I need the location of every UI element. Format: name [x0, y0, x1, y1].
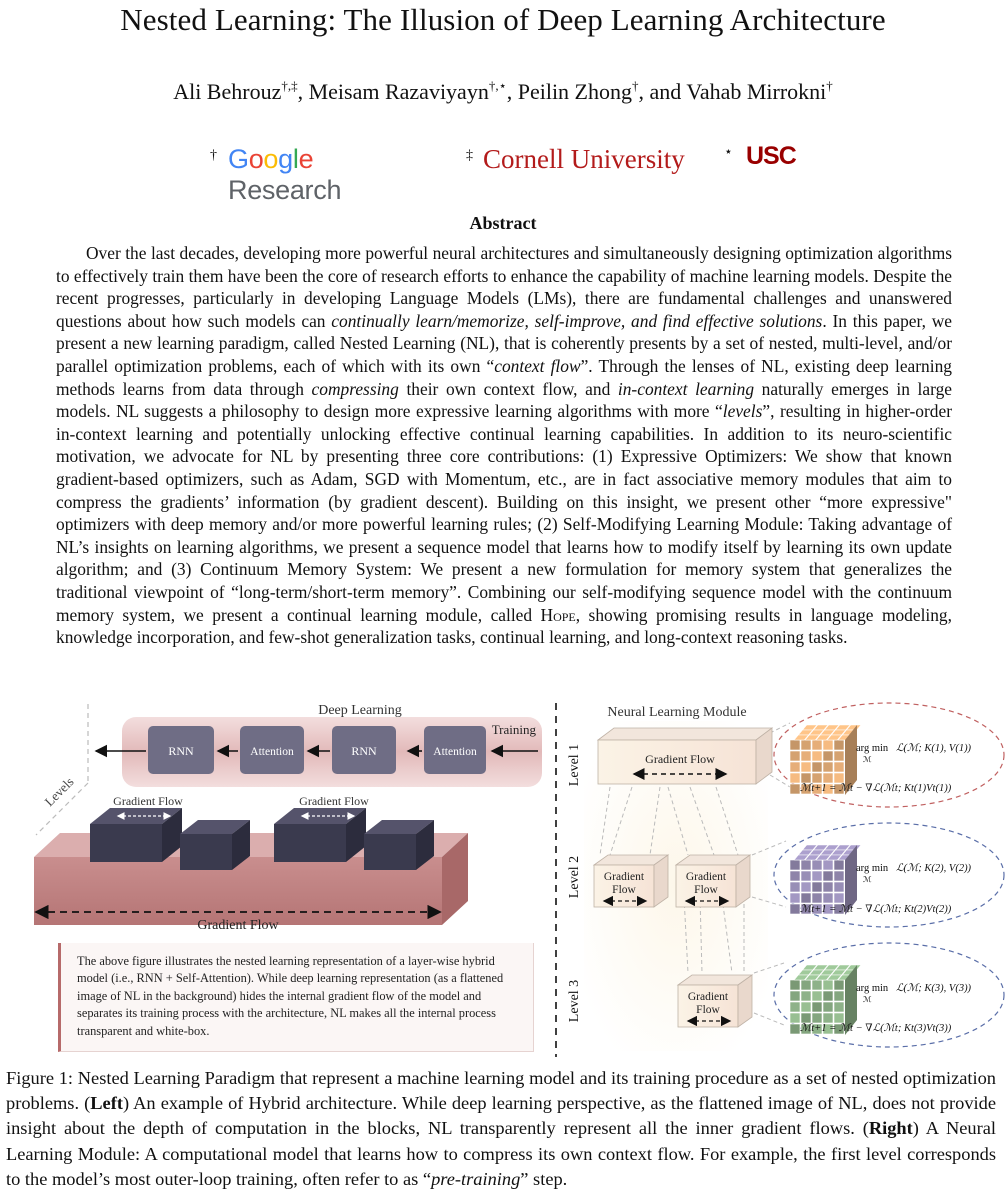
cube-cell	[790, 1002, 800, 1012]
update-rule: ℳt+1 = ℳt − ∇ℒ(ℳt; Kt(1)Vt(1))	[800, 783, 952, 794]
author-name: Meisam Razaviyayn	[308, 79, 489, 104]
author-name: Vahab Mirrokni	[686, 79, 827, 104]
block-rnn-1	[148, 726, 214, 774]
cube-cell	[790, 991, 800, 1001]
usc-logo-text: USC	[746, 142, 796, 170]
cube-cell	[801, 860, 811, 870]
cube-cell	[834, 1002, 844, 1012]
module-title: Neural Learning Module	[607, 705, 747, 720]
cube-cell	[812, 740, 822, 750]
google-brand-text	[228, 144, 313, 174]
google-logo-letter: o	[248, 144, 264, 174]
author-name: Peilin Zhong	[517, 79, 632, 104]
right-panel-neural-learning-module	[567, 703, 1004, 1051]
figure-note-text: The above figure illustrates the nested learning representation of a layer-wise hybrid model (i.e., RNN + Self-Attention). While deep learning representation (as a flattened image of NL in the background) hides the internal gradient flow of the model and separates its training process with the architecture, NL makes all the internal process transparent and white-box.	[77, 954, 504, 1038]
level-2-box-right	[676, 855, 750, 907]
cube-cell	[823, 871, 833, 881]
cube-cell	[801, 740, 811, 750]
cube-cell	[823, 762, 833, 772]
argmin-subscript: ℳ	[863, 875, 872, 884]
cube-cell	[801, 980, 811, 990]
paper-title: Nested Learning: The Illusion of Deep Learning Architecture	[120, 2, 886, 37]
nested-block-right-front	[364, 820, 434, 870]
cube-cell	[812, 860, 822, 870]
abstract-heading: Abstract	[469, 213, 537, 233]
box-label: Gradient Flow	[645, 752, 715, 766]
cube-cell	[823, 882, 833, 892]
block-label: Attention	[250, 746, 294, 758]
figure-caption	[6, 1066, 996, 1192]
affiliation-google	[210, 142, 420, 205]
affil-mark: †	[210, 148, 217, 163]
google-logo-letter: G	[228, 144, 249, 174]
abstract-segment: . In this paper, we present a new learning paradigm, called Nested Learning (NL), that is coherently presents by a set of nested, multi-level, and/or parallel optimization problems, each of which with its own “	[56, 310, 952, 376]
cube-cell	[790, 1013, 800, 1023]
cube-cell	[823, 991, 833, 1001]
level-1-box	[598, 728, 772, 784]
cube-cell	[812, 991, 822, 1001]
author-separator: ,	[506, 79, 518, 104]
cube-cell	[801, 762, 811, 772]
google-research-logo	[228, 144, 420, 206]
objective-expression: ℒ(ℳ; K(3), V(3))	[896, 983, 972, 994]
cube-cell	[834, 871, 844, 881]
block-attention-1	[240, 726, 304, 774]
cube-cell	[823, 773, 833, 783]
box-label-line: Flow	[694, 884, 718, 896]
cube-cell	[790, 860, 800, 870]
cube-cell	[812, 980, 822, 990]
cube-cell	[834, 740, 844, 750]
google-logo-letter: g	[278, 144, 293, 174]
gradient-flow-label: Gradient Flow	[299, 794, 369, 808]
google-logo-suffix: Research	[228, 175, 342, 205]
bottom-gradient-flow-label: Gradient Flow	[197, 918, 279, 933]
level-3-label: Level 3	[567, 979, 582, 1023]
left-panel-hybrid-architecture	[34, 703, 542, 933]
cube-cell	[812, 1002, 822, 1012]
cube-cell	[790, 773, 800, 783]
level-1-label: Level 1	[567, 743, 582, 787]
cube-cell	[790, 871, 800, 881]
affil-mark: ‡	[466, 148, 473, 163]
level-2-box-left	[594, 855, 668, 907]
cube-cell	[823, 740, 833, 750]
cube-cell	[801, 1013, 811, 1023]
caption-segment: pre-training	[431, 1168, 521, 1189]
caption-segment: Left	[90, 1093, 123, 1114]
cube-cell	[812, 751, 822, 761]
box-label-line: Flow	[696, 1004, 720, 1016]
cube-cell	[801, 751, 811, 761]
abstract-segment: , showing promising results in language modeling, knowledge incorporation, and few-shot generalization tasks, continual learning, and long-context reasoning tasks.	[56, 604, 952, 648]
levels-label: Levels	[41, 774, 77, 810]
author-affil-mark: †,⋆	[488, 78, 507, 93]
abstract-segment: in-context learning	[617, 378, 755, 399]
abstract-body	[56, 242, 952, 649]
argmin-label: arg min	[856, 743, 889, 754]
cube-cell	[790, 1024, 800, 1034]
cube-cell	[834, 991, 844, 1001]
cube-cell	[812, 871, 822, 881]
level-3-box	[678, 975, 752, 1027]
cube-cell	[812, 773, 822, 783]
block-attention-2	[424, 726, 486, 774]
cube-cell	[834, 773, 844, 783]
abstract-segment: context flow	[494, 355, 581, 376]
block-rnn-2	[332, 726, 396, 774]
cube-cell	[801, 773, 811, 783]
box-label-line: Flow	[612, 884, 636, 896]
box-label-line: Gradient	[603, 871, 645, 883]
figure-note-box	[58, 943, 534, 1052]
cube-cell	[834, 893, 844, 903]
abstract-segment: continually learn/memorize, self-improve, and find effective solutions	[331, 310, 823, 331]
cube-cell	[834, 1013, 844, 1023]
nested-block-left-front	[180, 820, 250, 870]
cube-cell	[823, 860, 833, 870]
cube-cell	[801, 1002, 811, 1012]
block-label: RNN	[351, 744, 377, 758]
abstract-segment: Over the last decades, developing more powerful neural architectures and simultaneously designing optimization algorithms to effectively train them have been the core of research efforts to enhance the capability of machine learning models. Despite the recent progresses, particularly in developing Language Models (LMs), there are fundamental challenges and unanswered questions about how such models can	[56, 243, 952, 331]
cube-cell	[834, 751, 844, 761]
cube-cell	[823, 980, 833, 990]
author-affil-mark: †	[826, 78, 833, 93]
affil-mark: ⋆	[724, 145, 733, 160]
gradient-flow-label: Gradient Flow	[113, 794, 183, 808]
cube-cell	[823, 1013, 833, 1023]
abstract-segment: ”. Through the lenses of NL, existing deep learning methods learns from data through	[56, 355, 952, 399]
cube-cell	[812, 893, 822, 903]
author-list	[0, 78, 1006, 105]
author-affil-mark: †,‡	[281, 78, 298, 93]
cornell-logo-text: Cornell University	[483, 144, 685, 174]
cube-cell	[823, 893, 833, 903]
cube-cell	[801, 882, 811, 892]
update-rule: ℳt+1 = ℳt − ∇ℒ(ℳt; Kt(3)Vt(3))	[800, 1023, 952, 1034]
google-logo-letter: l	[292, 144, 299, 174]
abstract-segment: compressing	[311, 378, 399, 399]
caption-segment: Figure 1: Nested Learning Paradigm that represent a machine learning model and its training procedure as a set of nested optimization problems. (	[6, 1068, 996, 1114]
block-label: RNN	[168, 744, 194, 758]
google-logo-letter: e	[298, 144, 314, 174]
author-name: Ali Behrouz	[173, 79, 282, 104]
cube-cell	[823, 751, 833, 761]
argmin-label: arg min	[856, 863, 889, 874]
cube-cell	[801, 991, 811, 1001]
author-separator: , and	[638, 79, 687, 104]
caption-segment: Right	[868, 1118, 913, 1139]
argmin-subscript: ℳ	[863, 755, 872, 764]
cube-cell	[834, 860, 844, 870]
box-label-line: Gradient	[687, 991, 729, 1003]
argmin-label: arg min	[856, 983, 889, 994]
affiliation-cornell	[466, 142, 686, 182]
block-label: Attention	[433, 746, 477, 758]
cube-cell	[801, 893, 811, 903]
cube-cell	[823, 1002, 833, 1012]
caption-segment: ) An example of Hybrid architecture. While deep learning perspective, as the flattened image of NL, does not provide insight about the depth of computation in the blocks, NL transparently represent all the inner gradient flows. (	[6, 1093, 997, 1139]
cube-cell	[834, 980, 844, 990]
google-logo-letter: o	[263, 144, 279, 174]
abstract-segment: levels	[722, 401, 763, 422]
abstract-segment: ”, resulting in higher-order in-context learning and potentially unlocking effective continual learning capabilities. In addition to its neuro-scientific motivation, we advocate for NL by presenting three core contributions: (1) Expressive Optimizers: We show that known gradient-based optimizers, such as Adam, SGD with Momentum, etc., are in fact associative memory modules that aim to compress the gradients’ information (by gradient descent). Building on this insight, we present other “more expressive" optimizers with deep memory and/or more powerful learning rules; (2) Self-Modifying Learning Module: Taking advantage of NL’s insights on learning algorithms, we present a sequence model that learns how to modify itself by learning its own update algorithm; and (3) Continuum Memory System: We present a new formulation for memory system that generalizes the traditional viewpoint of “long-term/short-term memory”. Combining our self-modifying sequence model with the continuum memory system, we present a continual learning module, called	[56, 401, 952, 625]
affiliation-usc	[724, 142, 814, 182]
objective-expression: ℒ(ℳ; K(1), V(1))	[896, 743, 972, 754]
caption-segment: ” step.	[520, 1168, 568, 1189]
author-separator: ,	[297, 79, 309, 104]
cube-cell	[790, 784, 800, 794]
box-label-line: Gradient	[685, 871, 727, 883]
abstract-segment: their own context flow, and	[398, 378, 618, 399]
level-2-label: Level 2	[567, 855, 582, 899]
cube-cell	[812, 762, 822, 772]
cube-cell	[812, 882, 822, 892]
objective-expression: ℒ(ℳ; K(2), V(2))	[896, 863, 972, 874]
cube-cell	[834, 762, 844, 772]
cube-cell	[790, 904, 800, 914]
abstract-segment: Hope	[540, 604, 576, 625]
cube-cell	[801, 871, 811, 881]
cube-cell	[790, 751, 800, 761]
cube-cell	[790, 980, 800, 990]
cube-cell	[790, 893, 800, 903]
cube-cell	[790, 762, 800, 772]
deep-learning-label: Deep Learning	[318, 703, 402, 718]
author-affil-mark: †	[632, 78, 639, 93]
argmin-subscript: ℳ	[863, 995, 872, 1004]
caption-segment: ) A Neural Learning Module: A computational model that learns how to compress its own context flow. For example, the first level corresponds to the model’s most outer-loop training, often refer to as “	[6, 1118, 996, 1189]
cube-cell	[790, 882, 800, 892]
training-label: Training	[491, 722, 536, 737]
cube-cell	[790, 740, 800, 750]
abstract-segment: naturally emerges in large models. NL suggests a philosophy to design more expressive learning algorithms with more “	[56, 378, 952, 422]
cube-cell	[834, 882, 844, 892]
update-rule: ℳt+1 = ℳt − ∇ℒ(ℳt; Kt(2)Vt(2))	[800, 904, 952, 915]
cube-cell	[812, 1013, 822, 1023]
